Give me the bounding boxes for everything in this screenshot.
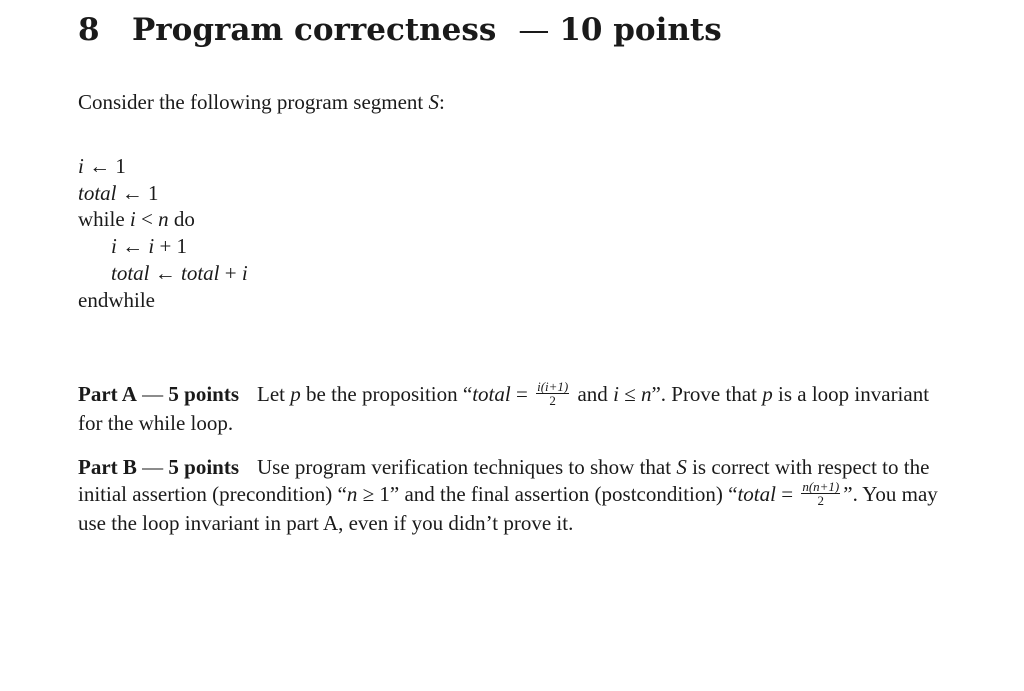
fraction	[801, 480, 840, 507]
fraction	[536, 380, 569, 407]
code-var: i	[78, 154, 84, 178]
section-heading	[78, 12, 722, 48]
section-points: 10 points	[559, 12, 722, 48]
code-op: ←	[116, 234, 149, 258]
part-a-points: 5 points	[168, 382, 240, 406]
code-line-5	[111, 261, 248, 286]
part-a-text: be the proposition “	[300, 382, 473, 406]
code-line-2	[78, 181, 159, 206]
math-op: =	[510, 382, 534, 406]
part-b-label: Part B	[78, 455, 137, 479]
intro-end: :	[439, 90, 445, 114]
code-var: total	[78, 181, 117, 205]
intro-symbol: S	[428, 90, 440, 114]
part-a-paragraph	[78, 378, 948, 437]
part-b-points: 5 points	[168, 455, 240, 479]
intro-text: Consider the following program segment	[78, 90, 429, 114]
part-b-dash: —	[136, 455, 169, 479]
math-op: ≥ 1	[357, 482, 390, 506]
math-var: n	[346, 482, 358, 506]
part-a-dash: —	[136, 382, 169, 406]
code-var: i	[148, 234, 155, 258]
code-cond: <	[135, 207, 159, 231]
part-a-text: Let	[257, 382, 291, 406]
part-a-text: ”. Prove that	[651, 382, 763, 406]
part-a-text: is a loop invariant for the while loop.	[78, 382, 930, 435]
part-b-text: ”. You may use the loop invariant in part A, even if you didn’t prove it.	[78, 482, 938, 535]
math-var: total	[737, 482, 776, 506]
fraction-numerator: n(n+1)	[802, 478, 840, 494]
code-op: ←	[149, 261, 182, 285]
part-a-label: Part A	[78, 382, 137, 406]
code-line-6	[78, 288, 155, 313]
section-number: 8	[78, 12, 100, 48]
fraction-denominator: 2	[549, 392, 556, 408]
part-b-text: ” and the final assertion (postcondition) “	[389, 482, 738, 506]
code-var: total	[181, 261, 220, 285]
math-var: p	[290, 382, 301, 406]
math-var: n	[640, 382, 652, 406]
code-var: total	[111, 261, 150, 285]
code-keyword-while: while	[78, 207, 130, 231]
code-var: i	[129, 207, 136, 231]
fraction-numerator: i(i+1)	[537, 378, 569, 394]
math-var: total	[472, 382, 511, 406]
math-op: =	[775, 482, 799, 506]
code-var: i	[241, 261, 248, 285]
code-keyword-do: do	[168, 207, 195, 231]
code-line-1	[78, 154, 126, 179]
math-var: i	[613, 382, 619, 406]
math-var: p	[762, 382, 773, 406]
part-b-paragraph	[78, 454, 948, 537]
code-keyword-endwhile: endwhile	[78, 288, 155, 312]
code-line-3	[78, 207, 195, 232]
part-b-text: is correct with respect to the initial assertion (precondition) “	[78, 455, 930, 506]
intro-sentence	[78, 90, 445, 115]
fraction-denominator: 2	[817, 492, 825, 508]
code-rest: +	[219, 261, 242, 285]
section-title: Program correctness	[132, 12, 497, 48]
code-rest: + 1	[154, 234, 188, 258]
code-var: i	[111, 234, 117, 258]
part-a-text: and	[572, 382, 614, 406]
math-var: S	[676, 455, 687, 479]
code-line-4	[111, 234, 187, 259]
math-op: ≤	[618, 382, 641, 406]
code-op: ← 1	[116, 181, 159, 205]
part-b-text: Use program verification techniques to show that	[257, 455, 677, 479]
code-op: ← 1	[83, 154, 126, 178]
code-var: n	[158, 207, 169, 231]
heading-dash: —	[518, 12, 550, 48]
